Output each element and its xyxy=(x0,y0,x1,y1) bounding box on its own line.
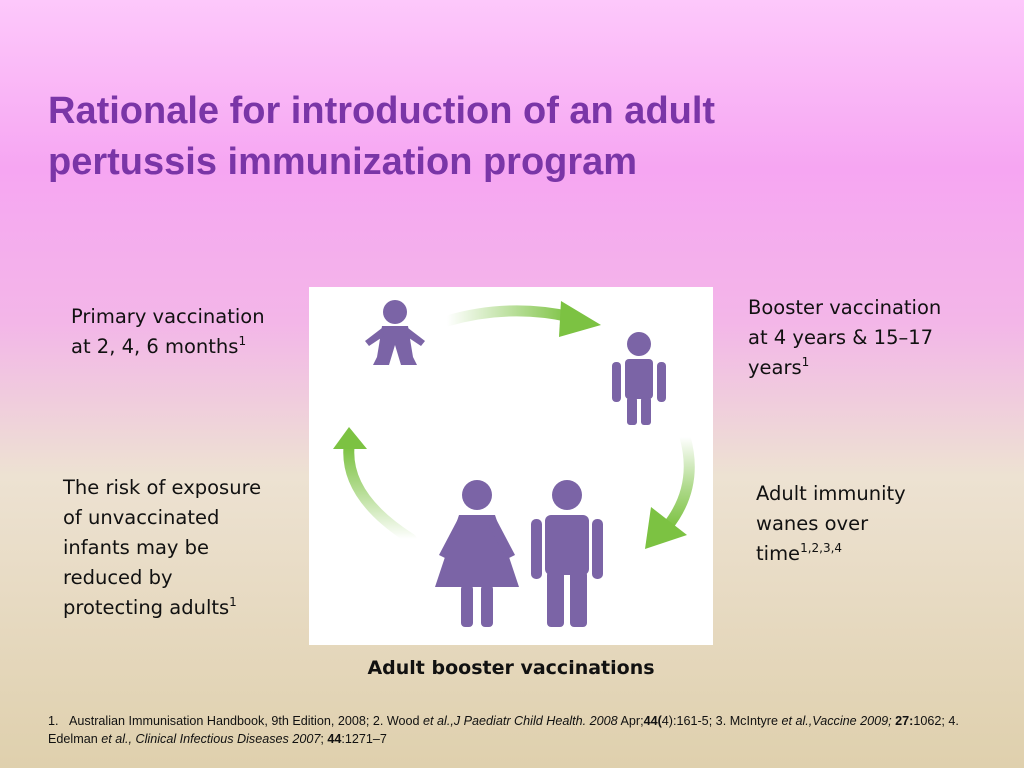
note-text: time xyxy=(756,542,801,565)
ref-journal: Clinical Infectious Diseases 2007 xyxy=(135,732,321,746)
baby-icon xyxy=(365,300,425,365)
note-line xyxy=(756,539,906,569)
superscript: 1 xyxy=(238,334,247,348)
slide-title xyxy=(48,86,948,188)
woman-icon xyxy=(435,480,519,627)
ref-text: :1271–7 xyxy=(341,732,387,746)
ref-number: 1. xyxy=(48,714,59,728)
note-line: Primary vaccination xyxy=(71,305,265,328)
note-line: The risk of exposure xyxy=(63,476,262,499)
ref-text: ; xyxy=(320,732,328,746)
ref-journal: J Paediatr Child Health. 2008 xyxy=(453,714,618,728)
note-line: wanes over xyxy=(756,512,869,535)
note-text: at 2, 4, 6 months xyxy=(71,335,239,358)
note-line: Adult immunity xyxy=(756,482,906,505)
note-line xyxy=(63,593,261,623)
ref-volume: 44 xyxy=(327,732,342,746)
title-line-1: Rationale for introduction of an adult xyxy=(48,90,716,132)
note-text: years xyxy=(748,356,802,379)
diagram-caption: Adult booster vaccinations xyxy=(367,657,655,679)
note-line xyxy=(71,332,265,362)
note-line: Booster vaccination xyxy=(748,296,942,319)
risk-exposure-note xyxy=(63,473,261,623)
ref-text: 4):161-5; 3. McIntyre xyxy=(661,714,782,728)
ref-journal: Vaccine 2009; xyxy=(812,714,892,728)
ref-volume: 44( xyxy=(643,714,662,728)
superscript: 1,2,3,4 xyxy=(800,541,843,555)
cycle-arrow-icon xyxy=(333,427,411,539)
adult-immunity-note xyxy=(756,479,906,569)
man-icon xyxy=(531,480,603,627)
ref-authors: et al., xyxy=(423,714,454,728)
ref-volume: 27: xyxy=(895,714,914,728)
lifecycle-svg xyxy=(309,287,713,645)
title-line-2: pertussis immunization program xyxy=(48,141,638,183)
note-line: reduced by xyxy=(63,566,173,589)
note-line: of unvaccinated xyxy=(63,506,220,529)
lifecycle-diagram xyxy=(309,287,713,645)
booster-vaccination-note xyxy=(748,293,941,383)
note-line xyxy=(748,353,941,383)
ref-text: Australian Immunisation Handbook, 9th Edition, 2008; 2. Wood xyxy=(69,714,424,728)
cycle-arrow-icon xyxy=(645,437,689,549)
ref-authors: et al., xyxy=(101,732,136,746)
references xyxy=(48,712,988,748)
ref-text: 1062; 4. Edelman xyxy=(48,714,959,746)
child-icon xyxy=(612,332,666,425)
ref-text: Apr; xyxy=(617,714,644,728)
superscript: 1 xyxy=(229,595,237,609)
superscript: 1 xyxy=(801,355,810,369)
cycle-arrow-icon xyxy=(447,301,601,337)
ref-authors: et al., xyxy=(781,714,813,728)
note-line: at 4 years & 15–17 xyxy=(748,326,934,349)
note-text: protecting adults xyxy=(63,596,230,619)
note-line: infants may be xyxy=(63,536,210,559)
primary-vaccination-note xyxy=(71,302,265,362)
